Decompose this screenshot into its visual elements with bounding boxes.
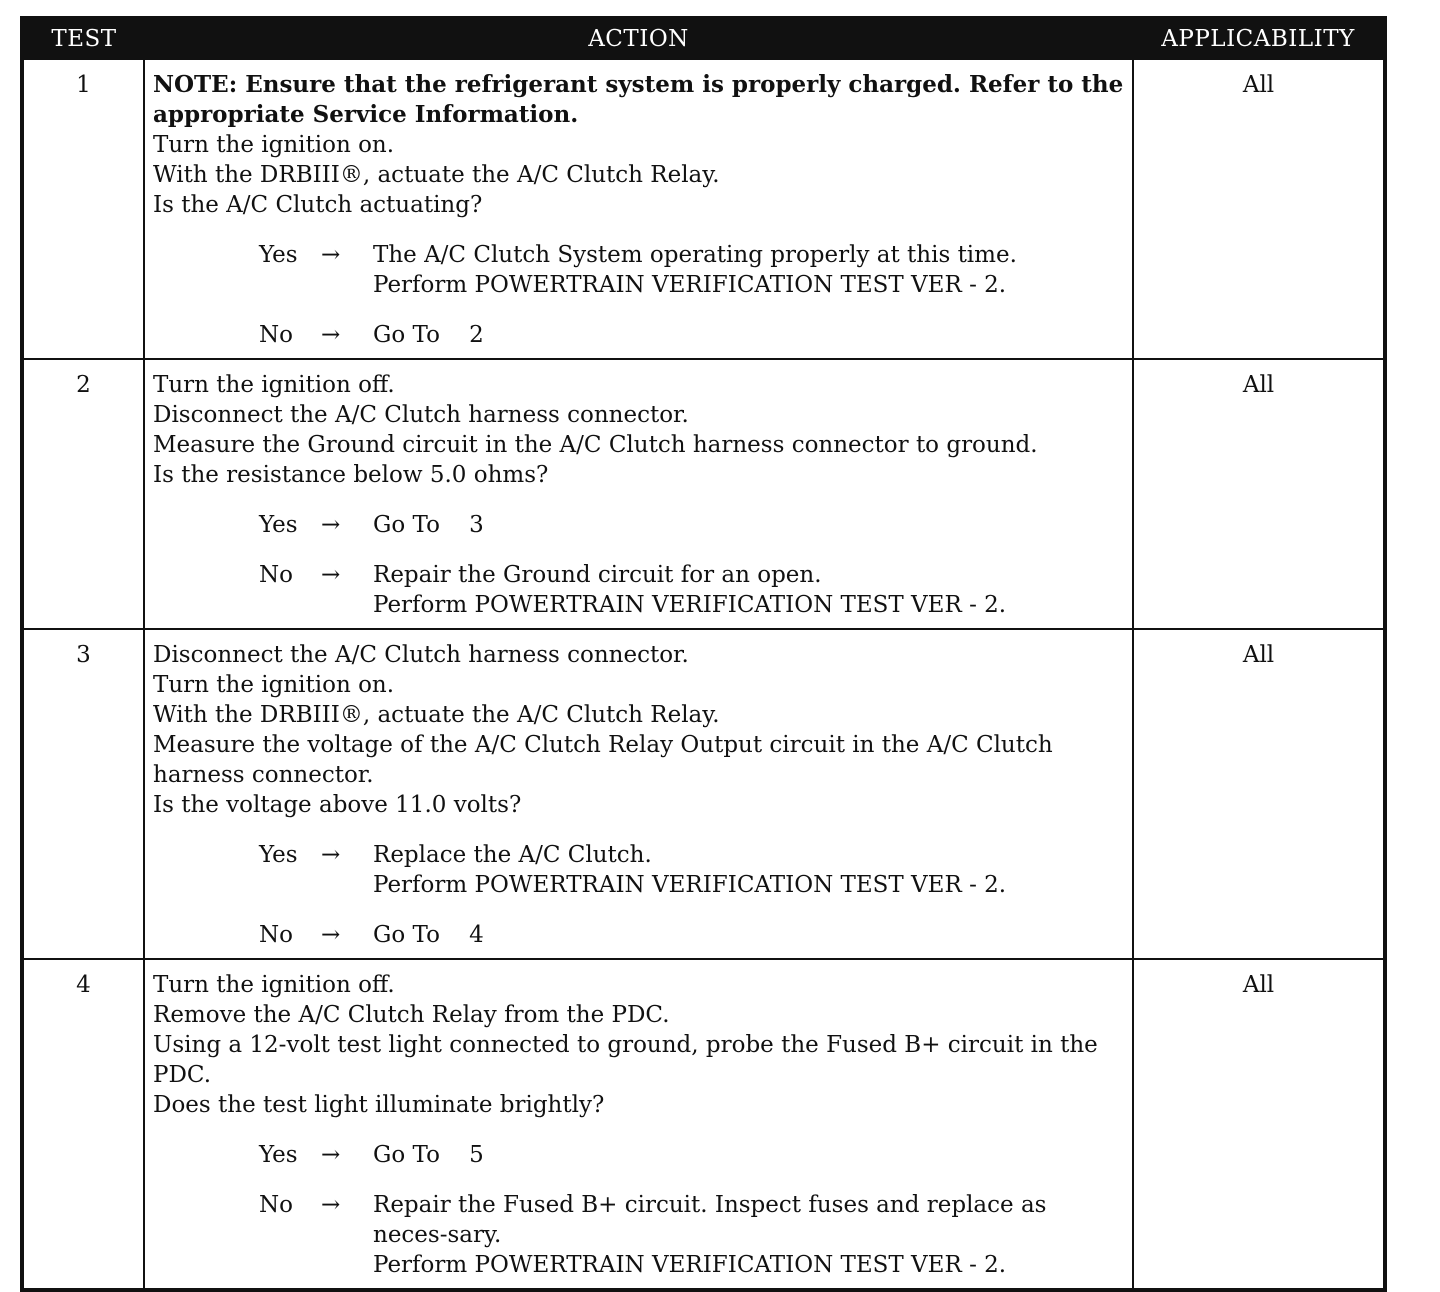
test-number: 2 <box>22 359 144 629</box>
result-line: Replace the A/C Clutch. <box>373 842 652 868</box>
header-test: TEST <box>22 18 144 59</box>
no-answer <box>153 920 1124 950</box>
step-text: With the DRBIII®, actuate the A/C Clutch Relay. <box>153 162 720 188</box>
test-number: 4 <box>22 959 144 1290</box>
result-line: Perform POWERTRAIN VERIFICATION TEST VER - 2. <box>373 872 1007 898</box>
result-line: Perform POWERTRAIN VERIFICATION TEST VER - 2. <box>373 592 1007 618</box>
diagnostic-test-table <box>20 16 1387 1292</box>
step-text: Using a 12-volt test light connected to ground, probe the Fused B+ circuit in the PDC. <box>153 1032 1098 1088</box>
no-result <box>373 920 1124 950</box>
yes-result <box>373 1140 1124 1170</box>
arrow-icon: → <box>321 512 341 538</box>
arrow-icon: → <box>321 842 341 868</box>
note-text: NOTE: Ensure that the refrigerant system is properly charged. Refer to the appropriate Service Information. <box>153 71 1124 128</box>
answer-group <box>153 510 1124 620</box>
no-result <box>373 560 1124 620</box>
yes-label: Yes <box>259 512 298 538</box>
table-row <box>22 629 1385 959</box>
step-text: With the DRBIII®, actuate the A/C Clutch Relay. <box>153 702 720 728</box>
yes-label: Yes <box>259 842 298 868</box>
step-text: Disconnect the A/C Clutch harness connector. <box>153 642 689 668</box>
result-line: Perform POWERTRAIN VERIFICATION TEST VER - 2. <box>373 1252 1007 1278</box>
no-result <box>373 320 1124 350</box>
result-line: Go To 3 <box>373 512 484 538</box>
step-text: Is the voltage above 11.0 volts? <box>153 792 522 818</box>
step-text: Turn the ignition off. <box>153 372 395 398</box>
result-line: Repair the Ground circuit for an open. <box>373 562 822 588</box>
result-line: Perform POWERTRAIN VERIFICATION TEST VER - 2. <box>373 272 1007 298</box>
no-answer <box>153 1190 1124 1280</box>
action-cell <box>144 359 1133 629</box>
step-text: Turn the ignition off. <box>153 972 395 998</box>
answer-group <box>153 840 1124 950</box>
applicability-value: All <box>1133 59 1385 359</box>
no-label: No <box>259 1192 293 1218</box>
table-row <box>22 59 1385 359</box>
action-cell <box>144 59 1133 359</box>
step-text: Turn the ignition on. <box>153 132 395 158</box>
applicability-value: All <box>1133 959 1385 1290</box>
step-text: Measure the voltage of the A/C Clutch Relay Output circuit in the A/C Clutch harness connector. <box>153 732 1053 788</box>
step-text: Does the test light illuminate brightly? <box>153 1092 605 1118</box>
action-cell <box>144 959 1133 1290</box>
test-number: 1 <box>22 59 144 359</box>
step-text: Is the A/C Clutch actuating? <box>153 192 483 218</box>
yes-answer <box>153 1140 1124 1170</box>
step-text: Remove the A/C Clutch Relay from the PDC. <box>153 1002 670 1028</box>
yes-result <box>373 840 1124 900</box>
yes-result <box>373 510 1124 540</box>
yes-label: Yes <box>259 1142 298 1168</box>
result-line: Repair the Fused B+ circuit. Inspect fuses and replace as neces-sary. <box>373 1192 1047 1248</box>
arrow-icon: → <box>321 1192 341 1218</box>
yes-answer <box>153 240 1124 300</box>
no-label: No <box>259 922 293 948</box>
arrow-icon: → <box>321 562 341 588</box>
arrow-icon: → <box>321 322 341 348</box>
answer-group <box>153 1140 1124 1280</box>
arrow-icon: → <box>321 1142 341 1168</box>
arrow-icon: → <box>321 922 341 948</box>
header-action: ACTION <box>144 18 1133 59</box>
step-text: Is the resistance below 5.0 ohms? <box>153 462 549 488</box>
result-line: Go To 2 <box>373 322 484 348</box>
table-row <box>22 959 1385 1290</box>
step-text: Measure the Ground circuit in the A/C Clutch harness connector to ground. <box>153 432 1038 458</box>
yes-label: Yes <box>259 242 298 268</box>
no-result <box>373 1190 1124 1280</box>
no-label: No <box>259 322 293 348</box>
result-line: Go To 5 <box>373 1142 484 1168</box>
result-line: The A/C Clutch System operating properly at this time. <box>373 242 1017 268</box>
arrow-icon: → <box>321 242 341 268</box>
yes-answer <box>153 510 1124 540</box>
no-label: No <box>259 562 293 588</box>
table-row <box>22 359 1385 629</box>
result-line: Go To 4 <box>373 922 484 948</box>
yes-answer <box>153 840 1124 900</box>
applicability-value: All <box>1133 359 1385 629</box>
action-cell <box>144 629 1133 959</box>
step-text: Disconnect the A/C Clutch harness connector. <box>153 402 689 428</box>
yes-result <box>373 240 1124 300</box>
no-answer <box>153 320 1124 350</box>
step-text: Turn the ignition on. <box>153 672 395 698</box>
no-answer <box>153 560 1124 620</box>
answer-group <box>153 240 1124 350</box>
test-number: 3 <box>22 629 144 959</box>
applicability-value: All <box>1133 629 1385 959</box>
table-header-row <box>22 18 1385 59</box>
header-applicability: APPLICABILITY <box>1133 18 1385 59</box>
